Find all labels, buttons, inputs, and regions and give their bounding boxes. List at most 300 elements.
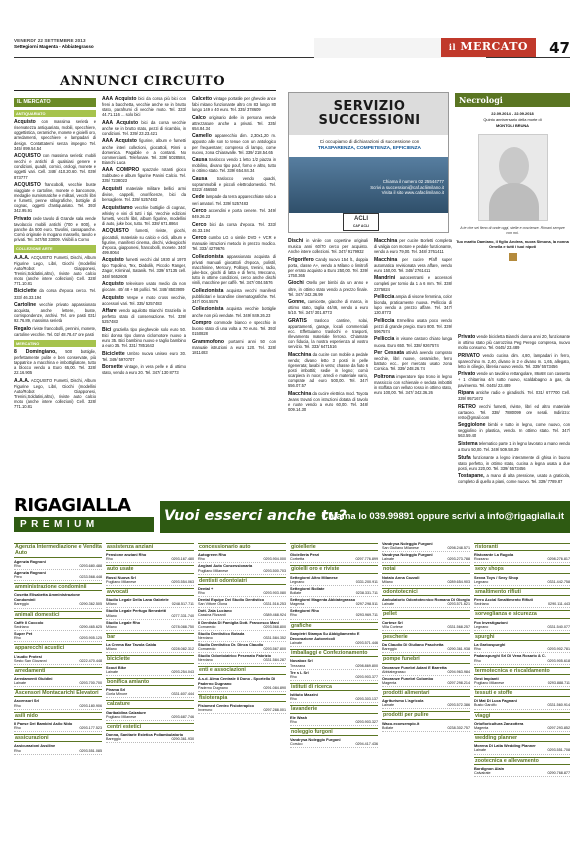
directory-location: Rho <box>290 674 297 679</box>
directory-entry <box>14 575 102 581</box>
directory-phone: 0293.254.043 <box>171 669 194 674</box>
directory-category: biciclette <box>106 655 194 663</box>
directory-entry <box>198 708 286 714</box>
directory-business-name: Fox Investigazioni <box>474 619 508 625</box>
directory-phone: 0293.903.080 <box>263 591 286 596</box>
directory-business-name: Onoranze Funebri Adani E Barretta <box>382 664 447 670</box>
directory-location: Lainate <box>106 669 119 674</box>
directory-business-name: Padanspurghi Srl Di Vena Rosario & C. <box>474 653 546 659</box>
classified-ad: AAA COMPRO spazzole rotanti gioco Subbuteo e album figurine Panini Calcio. Tel. 335/ 7238023 <box>102 167 186 184</box>
ads-column-1 <box>14 96 96 494</box>
directory-location: Corsico <box>290 742 303 747</box>
directory-category: ristoranti <box>474 543 570 551</box>
directory-business-name: Notaio Anna Cozzoli <box>382 574 420 580</box>
directory-phone: 0228.082.312 <box>171 647 194 652</box>
classified-ad: A.A.A. ACQUISTO Fumetti, Dischi, Album Figurine Lego, Libri, Giochi (modellini Auto/Robot Giapponesi, Trenini,Soldatini,altro), riviste auto calcio moto (anche intere collezioni) Cell. 328/ 771.10.81 <box>14 254 96 286</box>
directory-category: assistenza anziani <box>106 543 194 551</box>
classified-ad: Cerco accendini e porta cenere. Tel. 349/ 849.26.23 <box>192 208 276 220</box>
directory-entry <box>14 602 102 608</box>
directory-location: Rho <box>14 636 21 641</box>
directory-phone: 0293.904.000 <box>263 557 286 562</box>
directory-entry <box>14 726 102 732</box>
classified-ad: Affare vendo aquilotto Bianchi Graziella in perfetto stato di conservazione. Tel. 339/ 5257483 <box>102 308 186 325</box>
ad-claim: TRASPARENZA, COMPETENZA, EFFICIENZA <box>317 146 422 151</box>
directory-location: Gorla Minore <box>106 692 128 697</box>
directory-phone: 0297.293.852 <box>547 725 570 730</box>
directory-phone: 0331.584.352 <box>263 635 286 640</box>
directory-phone: 0277.331.740 <box>171 613 194 618</box>
directory-entry <box>382 580 470 586</box>
directory-location: Rho <box>290 697 297 702</box>
directory-business-name: Sanpietri Stampa Su Abbigliamento E Decorazione Autoveicoli <box>290 630 360 641</box>
directory-location: Lainate <box>290 641 303 646</box>
directory-location: Lainate <box>382 703 395 708</box>
directory-category: Ascensori Montacarichi Elevatori <box>14 689 102 697</box>
directory-business-name: Gioielleria Perzi <box>290 552 320 558</box>
directory-location: Sedriano <box>474 602 489 607</box>
directory-category: concessionario auto <box>198 543 286 551</box>
directory-category: auto usate <box>106 565 194 573</box>
classified-ad: Acquisto con massima serietà e riservatezza antiquariato, mobili, specchiere, oggettistica, ceramiche, monete e gioielli oro, arredamenti, specchiere e lampadari di design. Contattatemi senza impegno Tel. 345/ 899.54.54 <box>14 119 96 151</box>
directory-entry <box>14 681 102 687</box>
directory-location: Bareggio <box>382 647 397 652</box>
directory-column-4 <box>290 541 378 836</box>
classified-ad: A.A.A. ACQUISTO Fumetti, Dischi, Album Figurine Lego, Libri, Giochi (modellini Auto/Robot Giapponesi, Trenini,Soldatini,altro), riviste auto calcio moto (anche intere collezioni) Cell. 328/ 771.10.81 <box>14 377 96 410</box>
directory-business-name: Ortofloricultura Zanzottera <box>474 720 524 726</box>
directory-business-name: Vandrysa Noleggio Furgoni <box>382 541 433 546</box>
necrology-name: MONTOLI BRUNA <box>496 123 529 128</box>
directory-phone: 0331.516.253 <box>263 602 286 607</box>
rigagialla-banner[interactable] <box>14 497 570 535</box>
classified-ad: Macchina per cucire Pfaff super automatica revisionata vera affare, vendo euro 150,00. Tel. 348/ 2761411 <box>374 256 452 273</box>
classified-ad: Calco originario delle in persona vende attrezzature anche a privati. Tel. 335/ 654.84.34 <box>192 114 276 131</box>
directory-category: calzature <box>106 700 194 708</box>
ads-column-5 <box>374 238 452 494</box>
directory-phone: 0293.551.708 <box>547 748 570 753</box>
category-antiquariato: ANTIQUARIATO <box>14 110 96 117</box>
ad-headline: SERVIZIO SUCCESSIONI <box>289 93 449 135</box>
directory-phone: 0293.680.488 <box>79 563 102 568</box>
directory-phone: 0293.888.711 <box>547 681 570 685</box>
directory-entry <box>14 659 102 665</box>
ad-contacts <box>360 179 444 196</box>
directory-business-name: Anglani Auto Concessionaria <box>198 563 253 569</box>
classified-ad: Privato cede tavolo di Grande sala vende tavolaccio mobili antichi (700 e 800), e panche da 500 euro. Tavolini, cassapanche. Comò originale in mogano massello, tavolo e privati. Tel. 347/50 33009. Visibili a Corno <box>14 215 96 243</box>
classified-ad: Seggiolone bimbi e tutto in legno, come nuovo, con seggiolino in plastica, vendo. In ottimo stato. Tel. 347/ 563.59.40 <box>458 422 570 439</box>
directory-phone: 0293.905.618 <box>547 658 570 663</box>
ad-lead: Ci occupiamo di dichiarazioni di successione con <box>319 139 420 144</box>
directory-entry <box>14 749 102 755</box>
succession-service-ad[interactable] <box>288 92 449 233</box>
directory-location: Cornaredo <box>198 624 216 629</box>
necrology-dates: 22.09.2014 - 22.09.2018 <box>491 111 534 116</box>
directory-business-name: Da Claudio Di Giuliano Paschetta <box>382 642 444 648</box>
directory-category: grafiche <box>290 622 378 630</box>
directory-entry <box>474 703 570 709</box>
directory-phone: 0293.303.137 <box>355 697 378 702</box>
classified-ad: Bici graziella tipo pieghevole solo euro 50. Bici donna tipo donna ciclomotore nuovo a euro 35. Bici bambino nuovo e taglio bambino a euro 35. Tel. 331/ 7851643 <box>102 326 186 349</box>
necrology-box <box>455 93 570 330</box>
classified-ad: Acquisto televisore usato medio da non giocare. 40/ 48 + 58 pollici. Tel. 348/ 8503909 <box>102 281 186 293</box>
directory-business-name: Tre s L Srl <box>290 669 309 675</box>
directory-location: Rozzano <box>474 557 489 562</box>
classified-ad: Poltrona imperatore tipo trono in legno massiccio con schienale e seduta imbottiti in stoffata con velluto rosso in ottimo stato, euro 100,00. Tel. 347/ 342.36.26 <box>374 373 452 396</box>
directory-business-name: La Garbospurghi <box>474 642 506 648</box>
directory-phone: 0293.167.480 <box>171 557 194 562</box>
directory-entry <box>382 625 470 631</box>
directory-business-name: Arredamenti Giuldini <box>14 676 53 681</box>
directory-entry <box>382 647 470 653</box>
classified-ad: Causa traslocco vendo 1 letto 1/2 piazza in mobilino, divano tipo pouf, forno e altro, tutto in ottimo stato. Tel. 339/ 654.84.34 <box>192 157 276 174</box>
directory-phone: 0293.180.906 <box>79 703 102 708</box>
directory-business-name: Dental Equipe Dei Studio Dentistico <box>198 597 265 603</box>
directory-business-name: Novabox Srl <box>290 658 313 664</box>
directory-business-name: Dott. Zaia Luciano <box>198 608 232 614</box>
classified-ad: Borsette vintage, in vera pelle e di ottimo stato, vendo a euro 20. Tel. 347/ 130 8773 <box>102 364 186 376</box>
classified-ad: Macchina per cucire Borletti completa di valigia con motore e pedale funzionante, vendo a euro 79,00. Tel. 348/ 3761411 <box>374 238 452 255</box>
directory-location: Legnano <box>474 624 489 629</box>
directory-business-name: Settegiorni Altro Milanese <box>290 574 338 580</box>
directory-phone: 0298.276.817 <box>547 557 570 562</box>
directory-category: fisioterapia <box>198 694 286 702</box>
directory-phone: 0293.554.063 <box>171 579 194 584</box>
section-heading: IL MERCATO <box>14 98 96 107</box>
directory-location: Rho <box>290 719 297 724</box>
directory-business-name: Studio Legale Perfugo Benedetti <box>106 608 167 614</box>
directory-business-name: Ferro Accial Smaltimento Rifiuti <box>474 597 533 603</box>
directory-category: enti e associazioni <box>198 666 286 674</box>
directory-location: Magenta <box>474 725 489 730</box>
directory-category: sexy shops <box>474 565 570 573</box>
classified-ad: Regalo riviste francobolli, pennini, monete, cartoline vecchie. Tel. 02/ 48.78.47 ore pasti <box>14 325 96 337</box>
directory-location: Bareggio <box>106 737 121 742</box>
classified-ad: Sistema telematico parte 1 in legno lavorato a mano vendo a Euro 50,00. Tel. 349/ 509.58.39 <box>458 440 570 453</box>
directory-entry <box>382 726 470 732</box>
directory-location: Trezzana <box>290 663 306 668</box>
directory-business-name: Cortese Srl <box>382 619 403 625</box>
classified-ad: Giochi Otello per bimbi da un anno e oltre, in ottimo stato vendo a prezzo finale. Tel. 347/ 342.36.99 <box>288 280 368 297</box>
directory-category: bar <box>106 633 194 641</box>
directory-phone: 0238.302.757 <box>447 725 470 730</box>
classified-ad: Acquisto fumetti vecchi dal 1930 al 1970 tipo Topolino, Tex, Diabolik, Piccolo Ranger, Zagor, Kriminal, Satanik. Tel. 339/ 57135 cell. 348/ 5652608 <box>102 257 186 279</box>
directory-phone: 0291.084.890 <box>263 685 286 690</box>
classified-ad: Dischi in vinile con copertine originali musica anni 60/70 cerco per acquisto. Anche intere collezioni. Tel. 347/ 9179932 <box>288 238 368 255</box>
classified-ad: Tostapane, a mano di alta pressione, usato a graticola, completo di quello a piani, come nuovo. Tel. 339/ 7789.87 <box>458 473 570 485</box>
directory-business-name: Sexxa Toys / Sexy Shop <box>474 574 519 580</box>
directory-location: Bollate <box>290 591 302 596</box>
directory-category: asili nido <box>14 712 102 720</box>
directory-business-name: A.s.d. Alma Centrale Il Dono - Sportello Di Paderno Dugnano <box>198 675 276 686</box>
directory-business-name: Studio Legale Della Lana Gabriele <box>106 597 169 603</box>
directory-entry <box>382 557 470 563</box>
classified-ad: Cerco bici da corsa d'epoca. Tel. 333/ 46.33.194 <box>192 221 276 233</box>
directory-location: Sedriano <box>14 624 29 629</box>
directory-entry <box>198 686 286 692</box>
directory-category: prodotti alimentari <box>382 689 470 697</box>
ads-column-3 <box>192 96 276 494</box>
directory-category: istituti di ricerca <box>290 683 378 691</box>
directory-phone: 0248.517.711 <box>171 602 194 607</box>
directory-location: Rho <box>198 591 205 596</box>
ads-column-6 <box>458 334 570 494</box>
classified-ad: Pelliccia Ermellino usata poco vendo pezzi di grande pregio. Euro 800. Tel. 339/ 5967574 <box>374 317 452 334</box>
directory-business-name: Dental + <box>198 585 214 591</box>
classified-ad: Pelliccia in visone castoro chiaro lunga nuova. Euro 650. Tel. 338/ 9267574 <box>374 336 452 348</box>
directory-location: Pogliano Milanese <box>106 714 137 719</box>
classified-ad: Cerco cumbo LG o simile DVD + VCR e manuale istruzioni metodo in prezzo modico. Tel. 333/ 4279676 <box>192 235 276 252</box>
directory-category: avvocati <box>106 588 194 596</box>
necrology-family: Tuo marito Damiano, il figlio Andrea, nuora Simona, la nonna Ornella e tutti i tuoi nipoti <box>456 239 569 250</box>
banner-bar <box>160 501 570 533</box>
directory-category: bonifica amianto <box>106 678 194 686</box>
directory-business-name: Ambulatorio Odontotecnico Romano Di Giorgio <box>382 597 470 603</box>
directory-phone: 0298.869.800 <box>355 663 378 668</box>
directory-category: wedding planner <box>474 734 570 742</box>
directory-entry <box>474 557 570 563</box>
directory-business-name: Rossi Nuova Srl <box>106 574 136 580</box>
necrology-title: Necrologi <box>455 93 570 107</box>
classified-ad: Cede lampade da terra apparecchiate solo a veri amatori. Tel. 339/ 5257483 <box>192 194 276 206</box>
directory-business-name: Il Paese Dei Bambini Asilo Nido <box>14 720 73 726</box>
classified-ad: Causa traslocco vendo quadri, soprammobili e piccoli elettrodomestici. Tel. 0322/ 456550 <box>192 175 276 192</box>
directory-phone: 0297.776.899 <box>355 557 378 562</box>
ad-phone: Chiama il numero 02 25544777 <box>382 179 444 184</box>
directory-location: Pogliano Milanese <box>474 681 505 685</box>
banner-question: Vuoi esserci anche tu? <box>164 508 347 524</box>
category-mercatino: MERCATINO <box>14 340 96 347</box>
directory-entry <box>106 715 194 721</box>
directory-business-name: Scout Bike <box>106 664 127 670</box>
directory-location: Rho <box>14 726 21 731</box>
classified-ad: Acquistiamo vecchie bottiglie di cognac, whisky e vini di tutti i tipi. Vecchie edizioni fumetti, vecchi libri, album figurine, modellini di auto, juke box, tutto. Tel. 338/ 671.8864 <box>102 204 186 226</box>
edition-name: Settegiorni Magenta - Abbiategrasso <box>14 44 94 49</box>
directory-entry <box>198 658 286 664</box>
directory-entry <box>290 720 378 726</box>
ads-column-4 <box>288 238 368 494</box>
directory-phone: 0293.903.327 <box>355 719 378 724</box>
directory-entry <box>106 670 194 676</box>
decorative-square-icon <box>509 253 517 261</box>
directory-column-6 <box>474 541 570 836</box>
directory-entry <box>474 748 570 754</box>
directory-category: dentisti odontoiatri <box>198 577 286 585</box>
directory-entry <box>382 681 470 687</box>
directory-location: Corbetta <box>290 557 305 562</box>
directory-phone: 0294.963.984 <box>447 669 470 674</box>
directory-phone: 0293.700.700 <box>79 681 102 686</box>
directory-entry <box>290 675 378 681</box>
directory-business-name: Ascensori Srl <box>14 698 40 704</box>
directory-phone: 0293.572.386 <box>447 703 470 708</box>
classified-ad: ACQUISTO fumetti, riviste, giochi, giocattoli, materiale su calcio e cicli, album e figurine, manifesti cinema, dischi, videogiochi d'epoca, giapponesi, francobolli, monete. 340/ 499.8064 <box>102 228 186 255</box>
directory-entry <box>474 681 570 687</box>
classified-ad: Acquisto Vespe e moto cross vecchie, accessori vari. Tel. 335/ 5257483 <box>102 294 186 306</box>
directory-location: Bollate <box>382 725 394 730</box>
classified-ad: Calcetto vintage portatile per ghevole ance fabi mitano funzionante altro cm 83 lungo 80 lungo 149 x 40 euro. Tel. 335/ 378609 <box>192 96 276 113</box>
directory-location: Rho <box>474 647 481 652</box>
directory-category: gioielli oro e riviste <box>290 565 378 573</box>
directory-phone: 0331.568.257 <box>447 624 470 629</box>
directory-business-name: Donna, Sanitarie Estetica Poliambulatorio <box>106 732 184 738</box>
directory-business-name: Ristorante La Rugola <box>474 552 514 558</box>
directory-business-name: Autogreen Rho <box>198 552 227 558</box>
directory-entry <box>106 625 194 631</box>
directory-category: imballaggi e Confezionamento <box>290 649 378 657</box>
directory-phone: 0293.568.800 <box>263 624 286 629</box>
directory-phone: 0293.500.703 <box>263 568 286 573</box>
directory-category: amministrazione condominii <box>14 583 102 591</box>
directory-business-name: Studio Dentistico Dr. Dinca Claudio <box>198 641 264 647</box>
directory-column-3 <box>198 541 286 836</box>
classified-ad: Privato vende bicicletta Bianchi donna anni 20, funzionante in ottimo stato più carrozzina Peg Perego compresa, nuovo molto consumo. Tel. 0445/ 23.489 <box>458 334 570 351</box>
directory-category: notai <box>382 565 470 573</box>
directory-location: Magenta <box>290 602 305 607</box>
directory-category: smaltimento rifiuti <box>474 588 570 596</box>
directory-business-name: Onoranze Funebri Colombo <box>382 675 434 681</box>
directory-business-name: La Crema Bar Tavola Calda <box>106 642 157 648</box>
directory-category: pellet <box>382 610 470 618</box>
directory-category: pescherie <box>382 633 470 641</box>
directory-phone: 0297.298.511 <box>355 602 378 607</box>
directory-location: Lainate <box>382 557 395 562</box>
classified-ad: Acquisti materiale militare bellici armi divise, cappelli, onorificenze, bici da bersagliere. Tel. 339/ 5257483 <box>102 185 186 203</box>
directory-business-name: Pensione anziani Rho <box>106 552 147 558</box>
rigagialla-logo: RIGAGIALLA PREMIUM <box>14 497 154 535</box>
directory-category: gioiellerie <box>290 543 378 551</box>
directory-phone: 0298.248.571 <box>447 546 470 551</box>
directory-entry <box>290 742 378 748</box>
classified-ad: GRATIS trasloco cantine, solai, appartamenti, garage, locali commerciali ecc. Effettuiamo traslochi e trasporti, rilevamento materiale ferroso. Chiamate con fiducia, la nostra esperienza al vostro servizio. Tel. 333/ 6471516 <box>288 317 368 350</box>
directory-business-name: Assicurazioni Assiline <box>14 743 56 749</box>
directory-business-name: Pirama Srl <box>106 687 126 693</box>
directory-entry <box>290 613 378 619</box>
acli-logo-icon: ACLI CAF ACLI <box>343 213 379 231</box>
directory-entry <box>198 569 286 575</box>
directory-phone: 0289.654.903 <box>447 579 470 584</box>
directory-category: centri estetici <box>106 723 194 731</box>
classified-ad: Collezionista acquista vecchi manifesti pubblicitari e locandine cinematografiche. Tel. 347/ 004.5576 <box>192 287 276 304</box>
directory-location: Rho <box>290 613 297 618</box>
directory-location: Rho <box>14 703 21 708</box>
directory-business-name: Ele Wash <box>290 714 308 720</box>
section-logo-prefix: il <box>448 42 456 52</box>
necrology-intro: Quinto anniversario della morte di <box>483 117 542 122</box>
directory-phone: 0297.298.214 <box>447 680 470 685</box>
directory-entry <box>106 557 194 563</box>
directory-entry <box>290 641 378 647</box>
directory-location: Legnano <box>474 579 489 584</box>
directory-entry <box>474 625 570 631</box>
page-number: 47 <box>549 39 570 57</box>
directory-category: lavanderie <box>290 705 378 713</box>
directory-category: zootecnica e allevamento <box>474 757 570 765</box>
directory-category: noleggio furgoni <box>290 728 378 736</box>
ads-column-2 <box>102 96 186 494</box>
section-logo <box>441 38 536 57</box>
directory-phone: 0389.468.924 <box>263 613 286 618</box>
directory-business-name: Gest Impianti <box>474 675 499 681</box>
classified-ad: Compro commode bianco e specchio in buono stato di una volta a 70 euro. Tel. 393/ 0150828 <box>192 320 276 337</box>
directory-phone: 0290.111.443 <box>547 602 570 607</box>
directory-phone: 0293.969.711 <box>355 613 378 618</box>
directory-column-2 <box>106 541 194 836</box>
directory-category: sorveglianza e sicurezza <box>474 610 570 618</box>
classified-ad: Macchina da cucire elettrica mod. Toyota Jeans trovati con istruzioni dotata di tavolo e ruote vendo a euro 60,00. Tel. 348/ 009.14.30 <box>288 390 368 413</box>
directory-location: Rho <box>14 748 21 753</box>
directory-phone: 0293.687.746 <box>171 714 194 719</box>
classified-ad: Mandrini autocentranti e accessori completi per tornio da 1 a 6 mm. Tel. 338/ 2375824 <box>374 275 452 292</box>
directory-category: viaggi <box>474 712 570 720</box>
directory-business-name: Settegiorni Bollate <box>290 585 325 591</box>
directory-category: tessuti e stoffe <box>474 689 570 697</box>
issue-date: VENERDI' 22 SETTEMBRE 2013 <box>14 38 86 43</box>
category-collezione: COLLEZIONE ARTE <box>14 245 96 252</box>
classified-ad: Ripara antiche radio e giradischi. Tel. 031/ 677700 Cell. 339/ 9571672 <box>458 390 570 402</box>
directory-entry <box>382 703 470 709</box>
directory-location: Nerviano <box>198 658 213 663</box>
directory-location: Rho <box>474 658 481 663</box>
directory-location: Lainate <box>474 748 487 753</box>
directory-location: Pogliano Milanese <box>106 579 137 584</box>
directory-location: Cornaredo <box>198 647 216 651</box>
section-logo-text: MERCATO <box>460 40 528 53</box>
directory-business-name: Istituto Mazzini <box>290 692 318 698</box>
page-header <box>14 38 570 58</box>
directory-entry <box>106 692 194 698</box>
directory-phone: 0290.361.938 <box>447 647 470 652</box>
directory-phone: 0294.417.436 <box>355 742 378 747</box>
directory-location: Lainate <box>382 602 395 607</box>
classified-ad: Grammofono portarmi anni 50 con manuale istruzioni a euro 120. Tel. 328/ 1811483 <box>192 338 276 355</box>
directory-business-name: Garibaldina Calzature <box>106 709 146 715</box>
directory-location: Busto Garolfo <box>474 703 497 708</box>
directory-entry <box>474 602 570 608</box>
directory-business-name: Agenzia Rognoni <box>14 558 46 564</box>
directory-location: San Giuliano Milanese <box>382 546 419 551</box>
directory-entry <box>290 557 378 563</box>
classified-ad: 8 Domingiano, 500 bottiglie, perfettamente pulite e ben conservate, più tappatrice a macchina e imbottigliatore, tutto a blocco vendo a Euro 65,00. Tel. 328/ 22.16.905 <box>14 349 96 376</box>
classified-ad: ACQUISTO con massima serietà: mobili vecchi e antichi di qualsiasi genere e condizioni, quadri, cornici, orologi, monete e oggetti vari. Cell. 348/ 410.20.60. Tel. 039/ 873777 <box>14 153 96 180</box>
directory-location: Milano <box>106 613 117 618</box>
classified-ad: Cartoline vecchie privato appassionato acquista, anche lettere, buste, corrispondenze, archivi. Tel. ore pasti 031/ 92.76.89, massima serietà <box>14 302 96 324</box>
directory-business-name: Agriturismo L'agricola <box>382 698 424 704</box>
directory-location: Bareggio <box>14 602 29 607</box>
classified-ad: Biciclette Umbro nuova unisex euro 30. Tel. 349/ 5970707 <box>102 350 186 362</box>
directory-business-name: Waco.ecoesempio.it <box>382 720 420 726</box>
portrait-photo <box>478 134 548 221</box>
directory-phone: 0290.361.930 <box>171 737 194 742</box>
directory-location: Villa Cortese <box>382 624 403 629</box>
classified-ad: Biciclette da corsa d'epoca cerco. Tel. 333/ 46.33.194 <box>14 288 96 300</box>
classified-ad: Macchina da cucire con mobile a pedale vendo; divano letto 3 posti in pelle rigenerata; lavabi in vetro; chasse da fiuto 6 posti imbottiti; sedie in legno; comò scarpiera in noce; arredi e materiale vario, comprate ad euro 500,00. Tel. 347/ 556.07.57 <box>288 351 368 389</box>
directory-phone: 0331.442.758 <box>547 579 570 584</box>
directory-category: pompe funebri <box>382 655 470 663</box>
directory-location: Cassina Rizzardi <box>198 613 226 618</box>
directory-phone: 0293.273.788 <box>447 557 470 562</box>
directory-business-name: Vandrysa Noleggio Furgoni <box>290 737 341 743</box>
directory-entry <box>382 602 470 608</box>
directory-category: prodotti per pulire <box>382 711 470 719</box>
directory-phone: 0293.903.377 <box>355 674 378 679</box>
directory-location: Milano <box>106 602 117 607</box>
directory-phone: 0293.551.085 <box>79 748 102 753</box>
classified-ad: Camello apparecchio dim. 2,30x1,20 m. apposto alle son to tenue con un antologico per frequentare; compreso di lampo, come nuovo, zona Chiaravalle. Tel. 339/ 218.54.65 <box>192 133 276 155</box>
directory-phone: 0293.177.523 <box>79 726 102 731</box>
directory-business-name: Morena Di Latia Wedding Planner <box>474 743 536 749</box>
directory-business-name: Settegiorni Rho <box>290 608 319 614</box>
directory-entry <box>474 771 570 777</box>
directory-category: spurghi <box>474 633 570 641</box>
